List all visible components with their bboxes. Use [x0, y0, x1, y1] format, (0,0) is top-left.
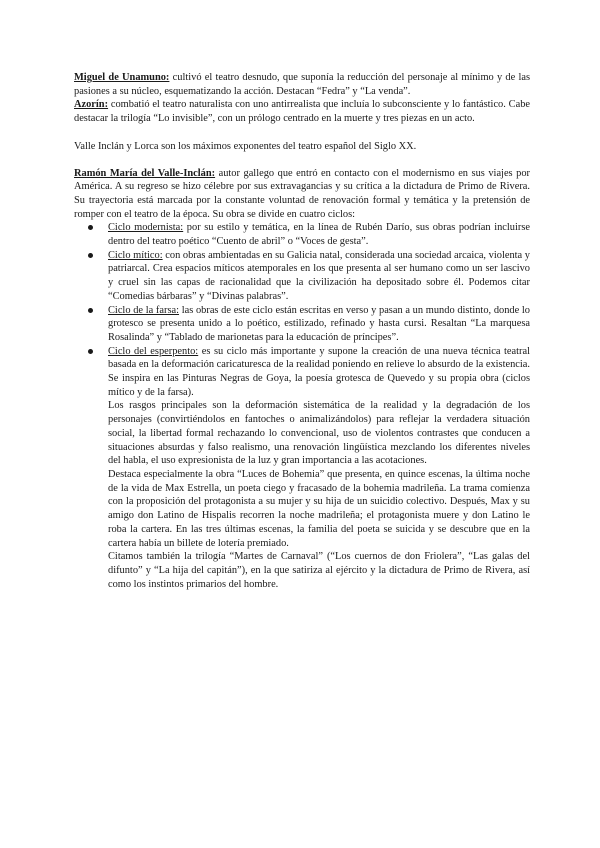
cycles-list — [74, 221, 530, 399]
intro-line: Valle Inclán y Lorca son los máximos exponentes del teatro español del Siglo XX. — [74, 140, 417, 152]
esperpento-features-paragraph: Los rasgos principales son la deformación sistemática de la realidad y la degradación de los personajes (convirtiéndolos en fantoches o animalizándolos) para reflejar la verdadera situación social, la libertad formal rechazando lo convencional, uso de violentos contrastes que conducen a situaciones absurdas y falso realismo, una renovación lingüística mezclando los diferentes niveles del habla, el uso expresionista de la luz y gran importancia a las acotaciones. — [108, 400, 530, 467]
list-item-cycle-esperpento — [74, 345, 530, 400]
list-item-cycle-mitico — [74, 249, 530, 304]
azorin-heading: Azorín: — [74, 99, 109, 111]
document-page — [74, 71, 530, 591]
bullet-icon — [88, 349, 93, 354]
bullet-icon — [88, 308, 93, 313]
bullet-icon — [88, 225, 93, 230]
luces-de-bohemia-paragraph: Destaca especialmente la obra “Luces de Bohemia” que presenta, en quince escenas, la última noche de la vida de Max Estrella, un poeta ciego y fracasado de la bohemia madrileña. La trama comienza con la proposición del protagonista a su mujer y su hija de un suicidio colectivo. Después, Max y su amigo don Latino de Hispalis recorren la noche madrileña; el protagonista muere y don Latino le roba la cartera. En las tres últimas escenas, la familia del poeta se suicida y se descubre que en la cartera había un billete de lotería premiado. — [108, 468, 530, 549]
list-item-cycle-farsa — [74, 304, 530, 345]
cycle-label: Ciclo modernista: — [108, 222, 184, 234]
list-item-cycle-modernista — [74, 221, 530, 248]
unamuno-text: cultivó el teatro desnudo, que suponía la reducción del personaje al mínimo y de las pasiones a su núcleo, esquematizando la acción. Destacan “Fedra” y “La venda”. — [74, 72, 530, 97]
cycle-text: con obras ambientadas en su Galicia natal, considerada una sociedad arcaica, violenta y patriarcal. Crea espacios míticos atemporales en los que presenta al ser humano como un ser lascivo y cruel sin las capas de racionalidad que la civilización ha depositado sobre él. Podemos citar “Comedias bárbaras” y “Divinas palabras”. — [108, 249, 530, 302]
valle-heading: Ramón María del Valle-Inclán: — [74, 167, 216, 179]
azorin-text: combatió el teatro naturalista con uno antirrealista que incluía lo subconsciente y lo fantástico. Cabe destacar la trilogía “Lo invisible”, con un prólogo centrado en la muerte y tres piezas en un acto. — [74, 99, 530, 125]
unamuno-paragraph — [74, 71, 530, 98]
cycle-label: Ciclo mítico: — [108, 249, 163, 261]
martes-de-carnaval-paragraph: Citamos también la trilogía “Martes de Carnaval” (“Los cuernos de don Friolera”, “Las galas del difunto” y “La hija del capitán”), en la que satiriza al ejército y la dictadura de Primo de Rivera, así como los instintos primarios del hombre. — [108, 551, 530, 590]
valle-text: autor gallego que entró en contacto con el modernismo en sus viajes por América. A su regreso se hizo célebre por sus extravagancias y su crítica a la dictadura de Primo de Rivera. Su trayectoria está marcada por la constante voluntad de renovación formal y temática y la pretensión de romper con el teatro de la época. Su obra se divide en cuatro ciclos: — [74, 167, 530, 220]
bullet-icon — [88, 253, 93, 258]
unamuno-heading: Miguel de Unamuno: — [74, 72, 170, 83]
cycle-text: las obras de este ciclo están escritas en verso y pasan a un mundo distinto, donde lo grotesco se presenta unido a lo poético, estilizado, refinado y hasta cursi. Resaltan “La marquesa Rosalinda” y “Tablado de marionetas para la educación de príncipes”. — [108, 304, 531, 343]
valle-paragraph — [74, 167, 530, 222]
cycle-text: por su estilo y temática, en la línea de Rubén Darío, sus obras podrían incluirse dentro del teatro poético “Cuento de abril” o “Voces de gesta”. — [108, 222, 530, 248]
cycle-label: Ciclo de la farsa: — [108, 304, 180, 316]
azorin-paragraph — [74, 98, 530, 125]
cycle-label: Ciclo del esperpento: — [108, 345, 199, 357]
spacer — [74, 154, 530, 167]
spacer — [74, 126, 530, 140]
cycle-text: es su ciclo más importante y supone la creación de una nueva técnica teatral basada en la deformación caricaturesca de la realidad poniendo en relieve lo absurdo de la existencia. Se inspira en las Pinturas Negras de Goya, la poesía grotesca de Quevedo y su propia obra (ciclos mítico y de la farsa). — [108, 345, 531, 398]
